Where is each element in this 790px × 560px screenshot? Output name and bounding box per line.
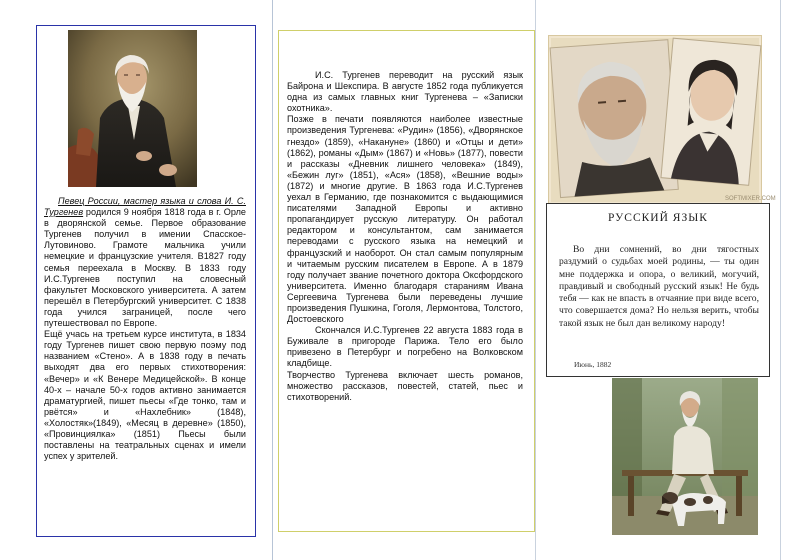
turgenev-bench-painting bbox=[612, 378, 758, 535]
middle-paragraph-1: И.С. Тургенев переводит на русский язык Байрона и Шекспира. В августе 1852 года публикуется одна из самых главных книг Тургенева – «Записки охотника». bbox=[287, 70, 523, 114]
fold-line-2 bbox=[535, 0, 536, 560]
bio-lead-rest: родился 9 ноября 1818 года в г. Орле в дворянской семье. Первое образование Тургенев получил в имении Спасское-Лутовиново. Грамоте мальчика учили немецкие и французские учителя. В1827 году семья переехала в Москву. В 1833 году И.С.Тургенев поступил на словесный факультет Московского университета. А затем перешёл в Петербургский университет. С 1838 года учился заграницей, после чего путешествовал по Европе. bbox=[44, 207, 246, 329]
bio-lead: Певец России, мастер языка и слова И. С. Тургенев bbox=[44, 196, 246, 218]
turgenev-viardot-photo bbox=[548, 35, 776, 205]
page-edge bbox=[780, 0, 781, 560]
biography-text bbox=[44, 196, 246, 462]
poem-card bbox=[546, 203, 770, 377]
poem-text: Во дни сомнений, во дни тягостных раздумий о судьбах моей родины, — ты один мне поддержка и опора, о великий, могучий, правдивый и свободный русский язык! Не будь тебя — как не впасть в отчаяние при виде всего, что совершается дома? Но нельзя верить, чтобы такой язык не был дан великому народу! bbox=[559, 244, 759, 329]
photo-watermark: SOFTMIXER.COM bbox=[725, 196, 776, 202]
middle-paragraph-4: Творчество Тургенева включает шесть романов, множество рассказов, повестей, статей, пьес и стихотворений. bbox=[287, 369, 523, 402]
poem-date: Июнь, 1882 bbox=[574, 360, 612, 369]
poem-title: РУССКИЙ ЯЗЫК bbox=[608, 212, 708, 224]
turgenev-portrait-image bbox=[68, 30, 197, 187]
middle-text bbox=[287, 70, 523, 403]
middle-paragraph-2: Позже в печати появляются наиболее известные произведения Тургенева: «Рудин» (1856), «Дворянское гнездо» (1859), «Накануне» (1860) и «Отцы и дети» (1862), романы «Дым» (1867) и «Новь» (1877), повести и рассказы «Дневник лишнего человека» (1849), «Бежин луг» (1851), «Ася» (1858), «Вешние воды» (1872) и многие другие. В 1863 года И.С.Тургенев уехал в Германию, где познакомится с выдающимися писателями Западной Европы и активно пропагандирует русскую литературу. Он работал редактором и консультантом, сам занимается переводами с русского языка на немецкий и французский и наоборот. Он стал самым популярным и читаемым русским писателем в Европе. А в 1879 году получает звание почетного доктора Оксфордского университета. Именно благодаря стараниям Ивана Сергеевича Тургенева были переведены лучшие произведения Пушкина, Гоголя, Лермонтова, Толстого, Достоевского bbox=[287, 114, 523, 325]
fold-line-1 bbox=[272, 0, 273, 560]
middle-paragraph-3: Скончался И.С.Тургенев 22 августа 1883 года в Буживале в пригороде Парижа. Тело его было привезено в Петербург и погребено на Волковском кладбище. bbox=[287, 325, 523, 369]
bio-paragraph-2: Ещё учась на третьем курсе института, в 1834 году Тургенев пишет свою первую поэму под названием «Стено». А в 1838 году в печать выходят два его первых стихотворения: «Вечер» и «К Венере Медицейской». В конце 40-х – начале 50-х годов активно занимается драматургией, пишет пьесы «Где тонко, там и рвётся» и «Нахлебник» (1848), «Холостяк»(1849), «Месяц в деревне» (1850), «Провинциялка» (1851) Пьесы были поставлены на театральных сценах и имели успех у зрителей. bbox=[44, 329, 246, 462]
